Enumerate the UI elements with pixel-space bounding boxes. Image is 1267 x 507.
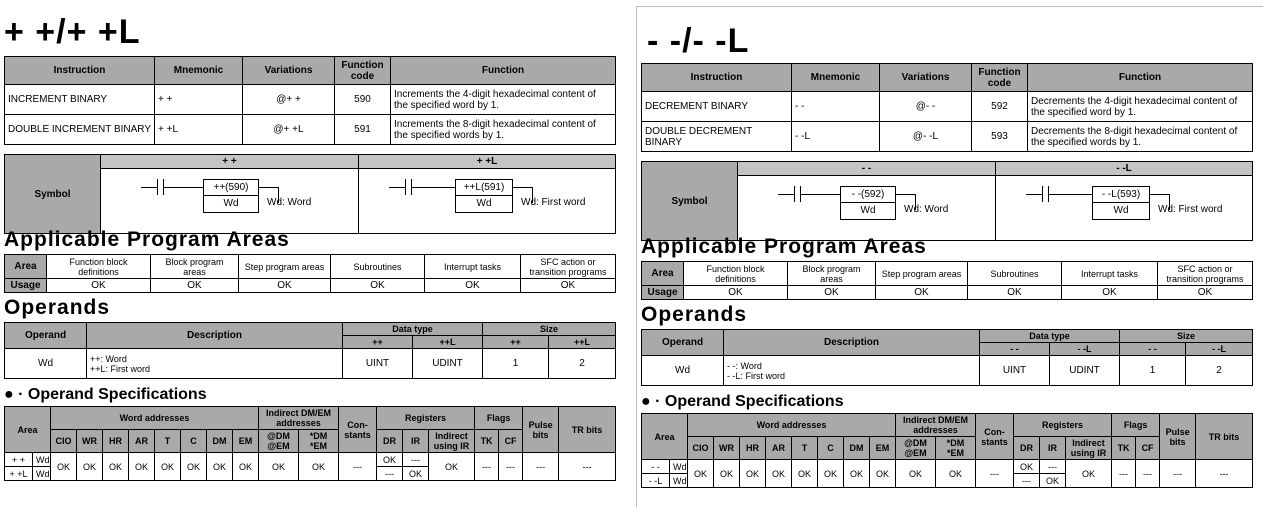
areas-header: Step program areas [876,262,968,286]
section-title-program-areas: Applicable Program Areas [4,228,290,251]
operand-note: Wd: Word [267,197,312,208]
pulse-bits-header: Pulse bits [523,407,559,453]
spec-value: --- [1160,460,1196,488]
usage-label: Usage [5,279,47,293]
spec-value: OK [299,453,339,481]
size-header: Size [1120,330,1253,343]
operand-description: - -: Word - -L: First word [724,356,980,386]
spec-sub-header: IR [403,430,429,453]
spec-sub-header: DR [377,430,403,453]
sub-header: - -L [1050,343,1120,356]
header-function: Function [1028,64,1253,92]
ladder-symbol-2 [996,176,1253,241]
spec-value: --- [1112,460,1136,488]
operand-specs-table [4,406,616,481]
spec-value: OK [77,453,103,481]
spec-sub-header: @DM @EM [259,430,299,453]
instruction-name: DOUBLE INCREMENT BINARY [5,115,155,145]
sub-header: ++ [343,336,413,349]
spec-value: OK [51,453,77,481]
header-variations: Variations [880,64,972,92]
description-header: Description [87,323,343,349]
size-value: 1 [1120,356,1186,386]
spec-value: --- [377,467,403,481]
right-page [636,6,1263,507]
usage-value: OK [1158,286,1253,300]
sub-header: ++L [413,336,483,349]
spec-value: --- [559,453,616,481]
spec-sub-header: DR [1014,437,1040,460]
operand-note: Wd: Word [904,204,949,215]
function-code: 590 [335,85,391,115]
usage-value: OK [151,279,239,293]
operand-note: Wd: First word [521,197,586,208]
areas-header: Block program areas [151,255,239,279]
table-row [642,460,1253,474]
spec-operand: Wd [33,467,51,481]
spec-sub-header: Indirect using IR [1066,437,1112,460]
areas-header: Subroutines [331,255,425,279]
instruction-title: - -/- -L [647,22,750,60]
spec-mnemonic: + + [5,453,33,467]
operand-specs-table [641,413,1253,488]
tr-bits-header: TR bits [559,407,616,453]
spec-sub-header: *DM *EM [936,437,976,460]
spec-value: OK [740,460,766,488]
function-box: - -L(593) [1092,186,1150,204]
symbol-table [641,161,1253,241]
table-row [5,85,616,115]
function-description: Decrements the 4-digit hexadecimal content of the specified word by 1. [1028,92,1253,122]
header-function: Function [391,57,616,85]
section-title-operand-specs: ● · Operand Specifications [4,386,207,403]
indirect-header: Indirect DM/EM addresses [259,407,339,430]
spec-value: OK [403,467,429,481]
flags-header: Flags [1112,414,1160,437]
spec-sub-header: *DM *EM [299,430,339,453]
spec-area-header: Area [5,407,51,453]
spec-sub-header: Indirect using IR [429,430,475,453]
operand-box: Wd [203,195,259,213]
spec-mnemonic: + +L [5,467,33,481]
spec-sub-header: EM [870,437,896,460]
size-header: Size [483,323,616,336]
spec-value: OK [896,460,936,488]
data-type: UINT [343,349,413,379]
areas-header-area: Area [642,262,684,286]
spec-value: OK [870,460,896,488]
flags-header: Flags [475,407,523,430]
spec-value: --- [976,460,1014,488]
spec-sub-header: DM [207,430,233,453]
spec-value: OK [429,453,475,481]
header-function-code: Function code [972,64,1028,92]
header-mnemonic: Mnemonic [792,64,880,92]
spec-value: OK [766,460,792,488]
spec-value: OK [688,460,714,488]
operand-note: Wd: First word [1158,204,1223,215]
spec-value: OK [207,453,233,481]
instruction-name: INCREMENT BINARY [5,85,155,115]
program-areas-table [4,254,616,293]
table-row [5,115,616,145]
mnemonic: - -L [792,122,880,152]
tr-bits-header: TR bits [1196,414,1253,460]
spec-value: --- [523,453,559,481]
function-code: 592 [972,92,1028,122]
spec-sub-header: HR [103,430,129,453]
data-type: UDINT [413,349,483,379]
header-mnemonic: Mnemonic [155,57,243,85]
spec-sub-header: DM [844,437,870,460]
spec-value: --- [1014,474,1040,488]
header-function-code: Function code [335,57,391,85]
constants-header: Con- stants [976,414,1014,460]
spec-value: OK [181,453,207,481]
table-row [642,356,1253,386]
symbol-header-1: + + [101,155,359,169]
operand-name: Wd [642,356,724,386]
size-value: 2 [1186,356,1253,386]
data-type: UDINT [1050,356,1120,386]
spec-value: OK [377,453,403,467]
spec-sub-header: EM [233,430,259,453]
spec-value: OK [844,460,870,488]
spec-sub-header: WR [77,430,103,453]
sub-header: - -L [1186,343,1253,356]
sub-header: ++ [483,336,549,349]
function-description: Increments the 4-digit hexadecimal content of the specified word by 1. [391,85,616,115]
registers-header: Registers [377,407,475,430]
mnemonic: + +L [155,115,243,145]
spec-value: OK [259,453,299,481]
spec-sub-header: C [818,437,844,460]
spec-sub-header: CF [1136,437,1160,460]
spec-sub-header: AR [766,437,792,460]
function-box: ++L(591) [455,179,513,197]
usage-value: OK [425,279,521,293]
spec-value: --- [1040,460,1066,474]
sub-header: - - [1120,343,1186,356]
function-description: Increments the 8-digit hexadecimal content of the specified words by 1. [391,115,616,145]
symbol-label: Symbol [642,162,738,241]
function-box: - -(592) [840,186,896,204]
symbol-header-2: - -L [996,162,1253,176]
instruction-table [641,63,1253,152]
areas-header: Function block definitions [684,262,788,286]
areas-header: Step program areas [239,255,331,279]
symbol-header-1: - - [738,162,996,176]
usage-value: OK [876,286,968,300]
mnemonic: + + [155,85,243,115]
areas-header: Subroutines [968,262,1062,286]
mnemonic: - - [792,92,880,122]
spec-mnemonic: - - [642,460,670,474]
registers-header: Registers [1014,414,1112,437]
usage-value: OK [788,286,876,300]
sub-header: ++L [549,336,616,349]
areas-header: SFC action or transition programs [1158,262,1253,286]
page-gap [621,0,635,500]
spec-value: --- [475,453,499,481]
spec-value: --- [499,453,523,481]
usage-value: OK [1062,286,1158,300]
usage-value: OK [684,286,788,300]
spec-mnemonic: - -L [642,474,670,488]
description-header: Description [724,330,980,356]
operands-table [641,329,1253,386]
spec-sub-header: CF [499,430,523,453]
function-code: 593 [972,122,1028,152]
pulse-bits-header: Pulse bits [1160,414,1196,460]
variations: @- - [880,92,972,122]
usage-value: OK [239,279,331,293]
symbol-label: Symbol [5,155,101,234]
spec-area-header: Area [642,414,688,460]
areas-header: Interrupt tasks [425,255,521,279]
spec-sub-header: T [155,430,181,453]
sub-header: - - [980,343,1050,356]
usage-value: OK [521,279,616,293]
areas-header: Interrupt tasks [1062,262,1158,286]
spec-value: --- [403,453,429,467]
spec-value: OK [233,453,259,481]
usage-label: Usage [642,286,684,300]
header-instruction: Instruction [5,57,155,85]
areas-header-area: Area [5,255,47,279]
spec-sub-header: CIO [688,437,714,460]
spec-operand: Wd [33,453,51,467]
word-addresses-header: Word addresses [688,414,896,437]
areas-header: SFC action or transition programs [521,255,616,279]
spec-operand: Wd [670,460,688,474]
spec-value: OK [936,460,976,488]
data-type-header: Data type [343,323,483,336]
section-title-operand-specs: ● · Operand Specifications [641,393,844,410]
program-areas-table [641,261,1253,300]
spec-operand: Wd [670,474,688,488]
function-description: Decrements the 8-digit hexadecimal content of the specified words by 1. [1028,122,1253,152]
operand-header: Operand [642,330,724,356]
left-page [0,0,620,500]
variations: @+ + [243,85,335,115]
function-box: ++(590) [203,179,259,197]
instruction-title: + +/+ +L [4,13,141,51]
spec-sub-header: C [181,430,207,453]
table-row [642,92,1253,122]
spec-sub-header: TK [1112,437,1136,460]
constants-header: Con- stants [339,407,377,453]
spec-value: --- [339,453,377,481]
spec-value: OK [1014,460,1040,474]
ladder-symbol-1 [101,169,359,234]
table-row [5,453,616,467]
instruction-name: DECREMENT BINARY [642,92,792,122]
ladder-symbol-1 [738,176,996,241]
usage-value: OK [331,279,425,293]
header-variations: Variations [243,57,335,85]
data-type-header: Data type [980,330,1120,343]
spec-value: OK [155,453,181,481]
ladder-symbol-2 [359,169,616,234]
variations: @- -L [880,122,972,152]
operand-box: Wd [455,195,513,213]
spec-value: --- [1136,460,1160,488]
header-instruction: Instruction [642,64,792,92]
data-type: UINT [980,356,1050,386]
areas-header: Function block definitions [47,255,151,279]
operand-description: ++: Word ++L: First word [87,349,343,379]
spec-value: OK [1040,474,1066,488]
spec-value: OK [792,460,818,488]
symbol-table [4,154,616,234]
table-row [5,349,616,379]
indirect-header: Indirect DM/EM addresses [896,414,976,437]
instruction-table [4,56,616,145]
usage-value: OK [47,279,151,293]
operand-header: Operand [5,323,87,349]
spec-value: OK [129,453,155,481]
spec-sub-header: TK [475,430,499,453]
operands-table [4,322,616,379]
spec-sub-header: AR [129,430,155,453]
spec-sub-header: IR [1040,437,1066,460]
instruction-name: DOUBLE DECREMENT BINARY [642,122,792,152]
spec-value: --- [1196,460,1253,488]
size-value: 1 [483,349,549,379]
spec-sub-header: @DM @EM [896,437,936,460]
spec-sub-header: CIO [51,430,77,453]
function-code: 591 [335,115,391,145]
table-row [642,122,1253,152]
usage-value: OK [968,286,1062,300]
spec-sub-header: HR [740,437,766,460]
spec-value: OK [1066,460,1112,488]
section-title-operands: Operands [641,303,748,326]
operand-box: Wd [1092,202,1150,220]
operand-box: Wd [840,202,896,220]
variations: @+ +L [243,115,335,145]
operand-name: Wd [5,349,87,379]
spec-value: OK [714,460,740,488]
spec-value: OK [818,460,844,488]
section-title-program-areas: Applicable Program Areas [641,235,927,258]
section-title-operands: Operands [4,296,111,319]
symbol-header-2: + +L [359,155,616,169]
word-addresses-header: Word addresses [51,407,259,430]
size-value: 2 [549,349,616,379]
spec-sub-header: T [792,437,818,460]
spec-sub-header: WR [714,437,740,460]
areas-header: Block program areas [788,262,876,286]
spec-value: OK [103,453,129,481]
